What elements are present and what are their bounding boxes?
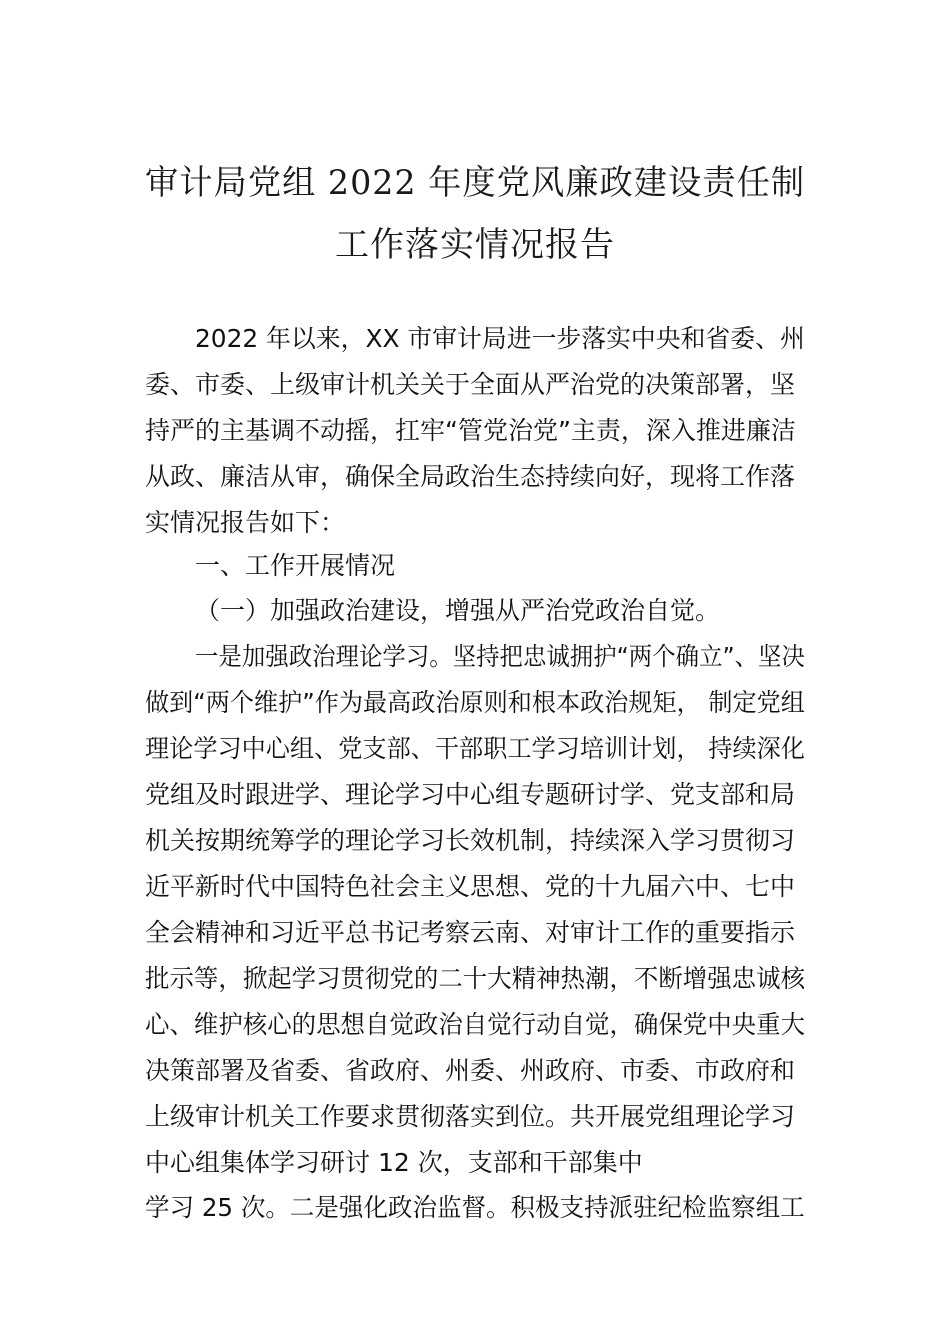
document-title-line-1: 审计局党组 2022 年度党风廉政建设责任制 (144, 163, 806, 203)
paragraph-line: 一是加强政治理论学习。坚持把忠诚拥护“两个确立”、坚决 (195, 642, 805, 671)
paragraph-line: 做到“两个维护”作为最高政治原则和根本政治规矩， 制定党组 (145, 688, 805, 717)
paragraph-line: 决策部署及省委、省政府、州委、州政府、市委、市政府和 (145, 1056, 796, 1085)
paragraph-line: 批示等，掀起学习贯彻党的二十大精神热潮，不断增强忠诚核 (145, 964, 806, 993)
paragraph-line: 中心组集体学习研讨 12 次，支部和干部集中 (145, 1148, 643, 1177)
paragraph-line: 全会精神和习近平总书记考察云南、对审计工作的重要指示 (145, 918, 796, 947)
paragraph-line: 近平新时代中国特色社会主义思想、党的十九届六中、七中 (145, 872, 796, 901)
document-title-line-2: 工作落实情况报告 (335, 225, 615, 265)
paragraph-line: 学习 25 次。二是强化政治监督。积极支持派驻纪检监察组工 (145, 1193, 805, 1222)
paragraph-line: 持严的主基调不动摇，扛牢“管党治党”主责，深入推进廉洁 (145, 416, 796, 445)
paragraph-line: 上级审计机关工作要求贯彻落实到位。共开展党组理论学习 (145, 1102, 796, 1131)
paragraph-line: 实情况报告如下： (145, 508, 346, 537)
paragraph-line: 理论学习中心组、党支部、干部职工学习培训计划， 持续深化 (145, 734, 805, 763)
paragraph-line: 2022 年以来，XX 市审计局进一步落实中央和省委、州 (195, 324, 805, 353)
section-heading: 一、工作开展情况 (195, 551, 396, 580)
paragraph-line: 委、市委、上级审计机关关于全面从严治党的决策部署，坚 (145, 370, 796, 399)
paragraph-line: 党组及时跟进学、理论学习中心组专题研讨学、党支部和局 (145, 780, 796, 809)
paragraph-line: 心、维护核心的思想自觉政治自觉行动自觉，确保党中央重大 (145, 1010, 806, 1039)
paragraph-line: 从政、廉洁从审，确保全局政治生态持续向好，现将工作落 (145, 462, 796, 491)
paragraph-line: 机关按期统筹学的理论学习长效机制，持续深入学习贯彻习 (145, 826, 796, 855)
subsection-heading: （一）加强政治建设，增强从严治党政治自觉。 (195, 596, 721, 625)
